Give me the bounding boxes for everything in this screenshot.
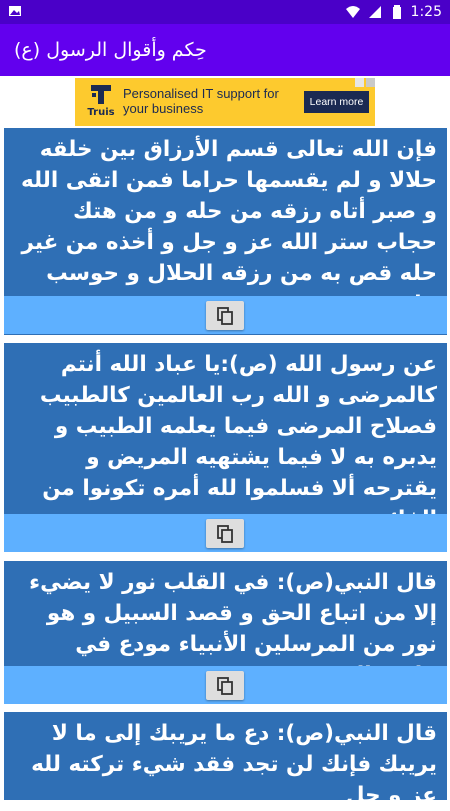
copy-strip [4, 514, 447, 552]
ad-logo [83, 82, 119, 122]
copy-strip [4, 666, 447, 704]
quote-card [4, 343, 447, 552]
ad-close-icon[interactable] [355, 78, 364, 87]
copy-icon [215, 306, 235, 326]
copy-button[interactable] [206, 519, 244, 548]
ad-banner[interactable] [75, 78, 375, 126]
signal-icon [367, 4, 383, 20]
truis-logo-icon [90, 84, 112, 106]
ad-brand: Truis [87, 107, 115, 118]
quote-text: فإن الله تعالى قسم الأرزاق بين خلقه حلالا و لم يقسمها حراما فمن اتقى الله و صبر أتاه رزقه من حله و من هتك حجاب ستر الله عز و جل و أخذه من غير حله قص به من رزقه الحلال و حوسب [20, 137, 437, 286]
app-bar [0, 24, 450, 76]
ad-choices-icon[interactable] [366, 78, 375, 87]
status-bar [0, 0, 450, 24]
quote-text: قال النبي(ص): في القلب نور لا يضيء إلا من اتباع الحق و قصد السبيل و هو نور من المرسلين الأنبياء مودع في [29, 570, 437, 657]
copy-button[interactable] [206, 671, 244, 700]
wifi-icon [345, 4, 361, 20]
page-title: حِكم وأقوال الرسول (ع) [14, 39, 207, 61]
quote-card [4, 128, 447, 335]
copy-button[interactable] [206, 301, 244, 330]
quote-card [4, 561, 447, 704]
ad-learn-more-button[interactable]: Learn more [304, 91, 369, 113]
copy-icon [215, 524, 235, 544]
quote-text: قال النبي(ص): دع ما يريبك إلى ما لا يريبك فإنك لن تجد فقد شيء تركته لله عز و جل [31, 721, 437, 808]
ad-headline: Personalised IT support for your business [123, 86, 279, 116]
status-time: 1:25 [410, 4, 442, 20]
quote-text: عن رسول الله (ص):يا عباد الله أنتم كالمرضى و الله رب العالمين كالطبيب فصلاح المرضى فيما يعلمه الطبيب و يدبره به لا فيما يشتهيه المريض و يقترحه ألا فسلموا لله أمره تكونوا من [39, 352, 437, 501]
battery-icon [389, 4, 405, 20]
copy-icon [215, 676, 235, 696]
quote-card [4, 712, 447, 808]
copy-strip [4, 296, 447, 334]
image-icon [8, 4, 22, 18]
